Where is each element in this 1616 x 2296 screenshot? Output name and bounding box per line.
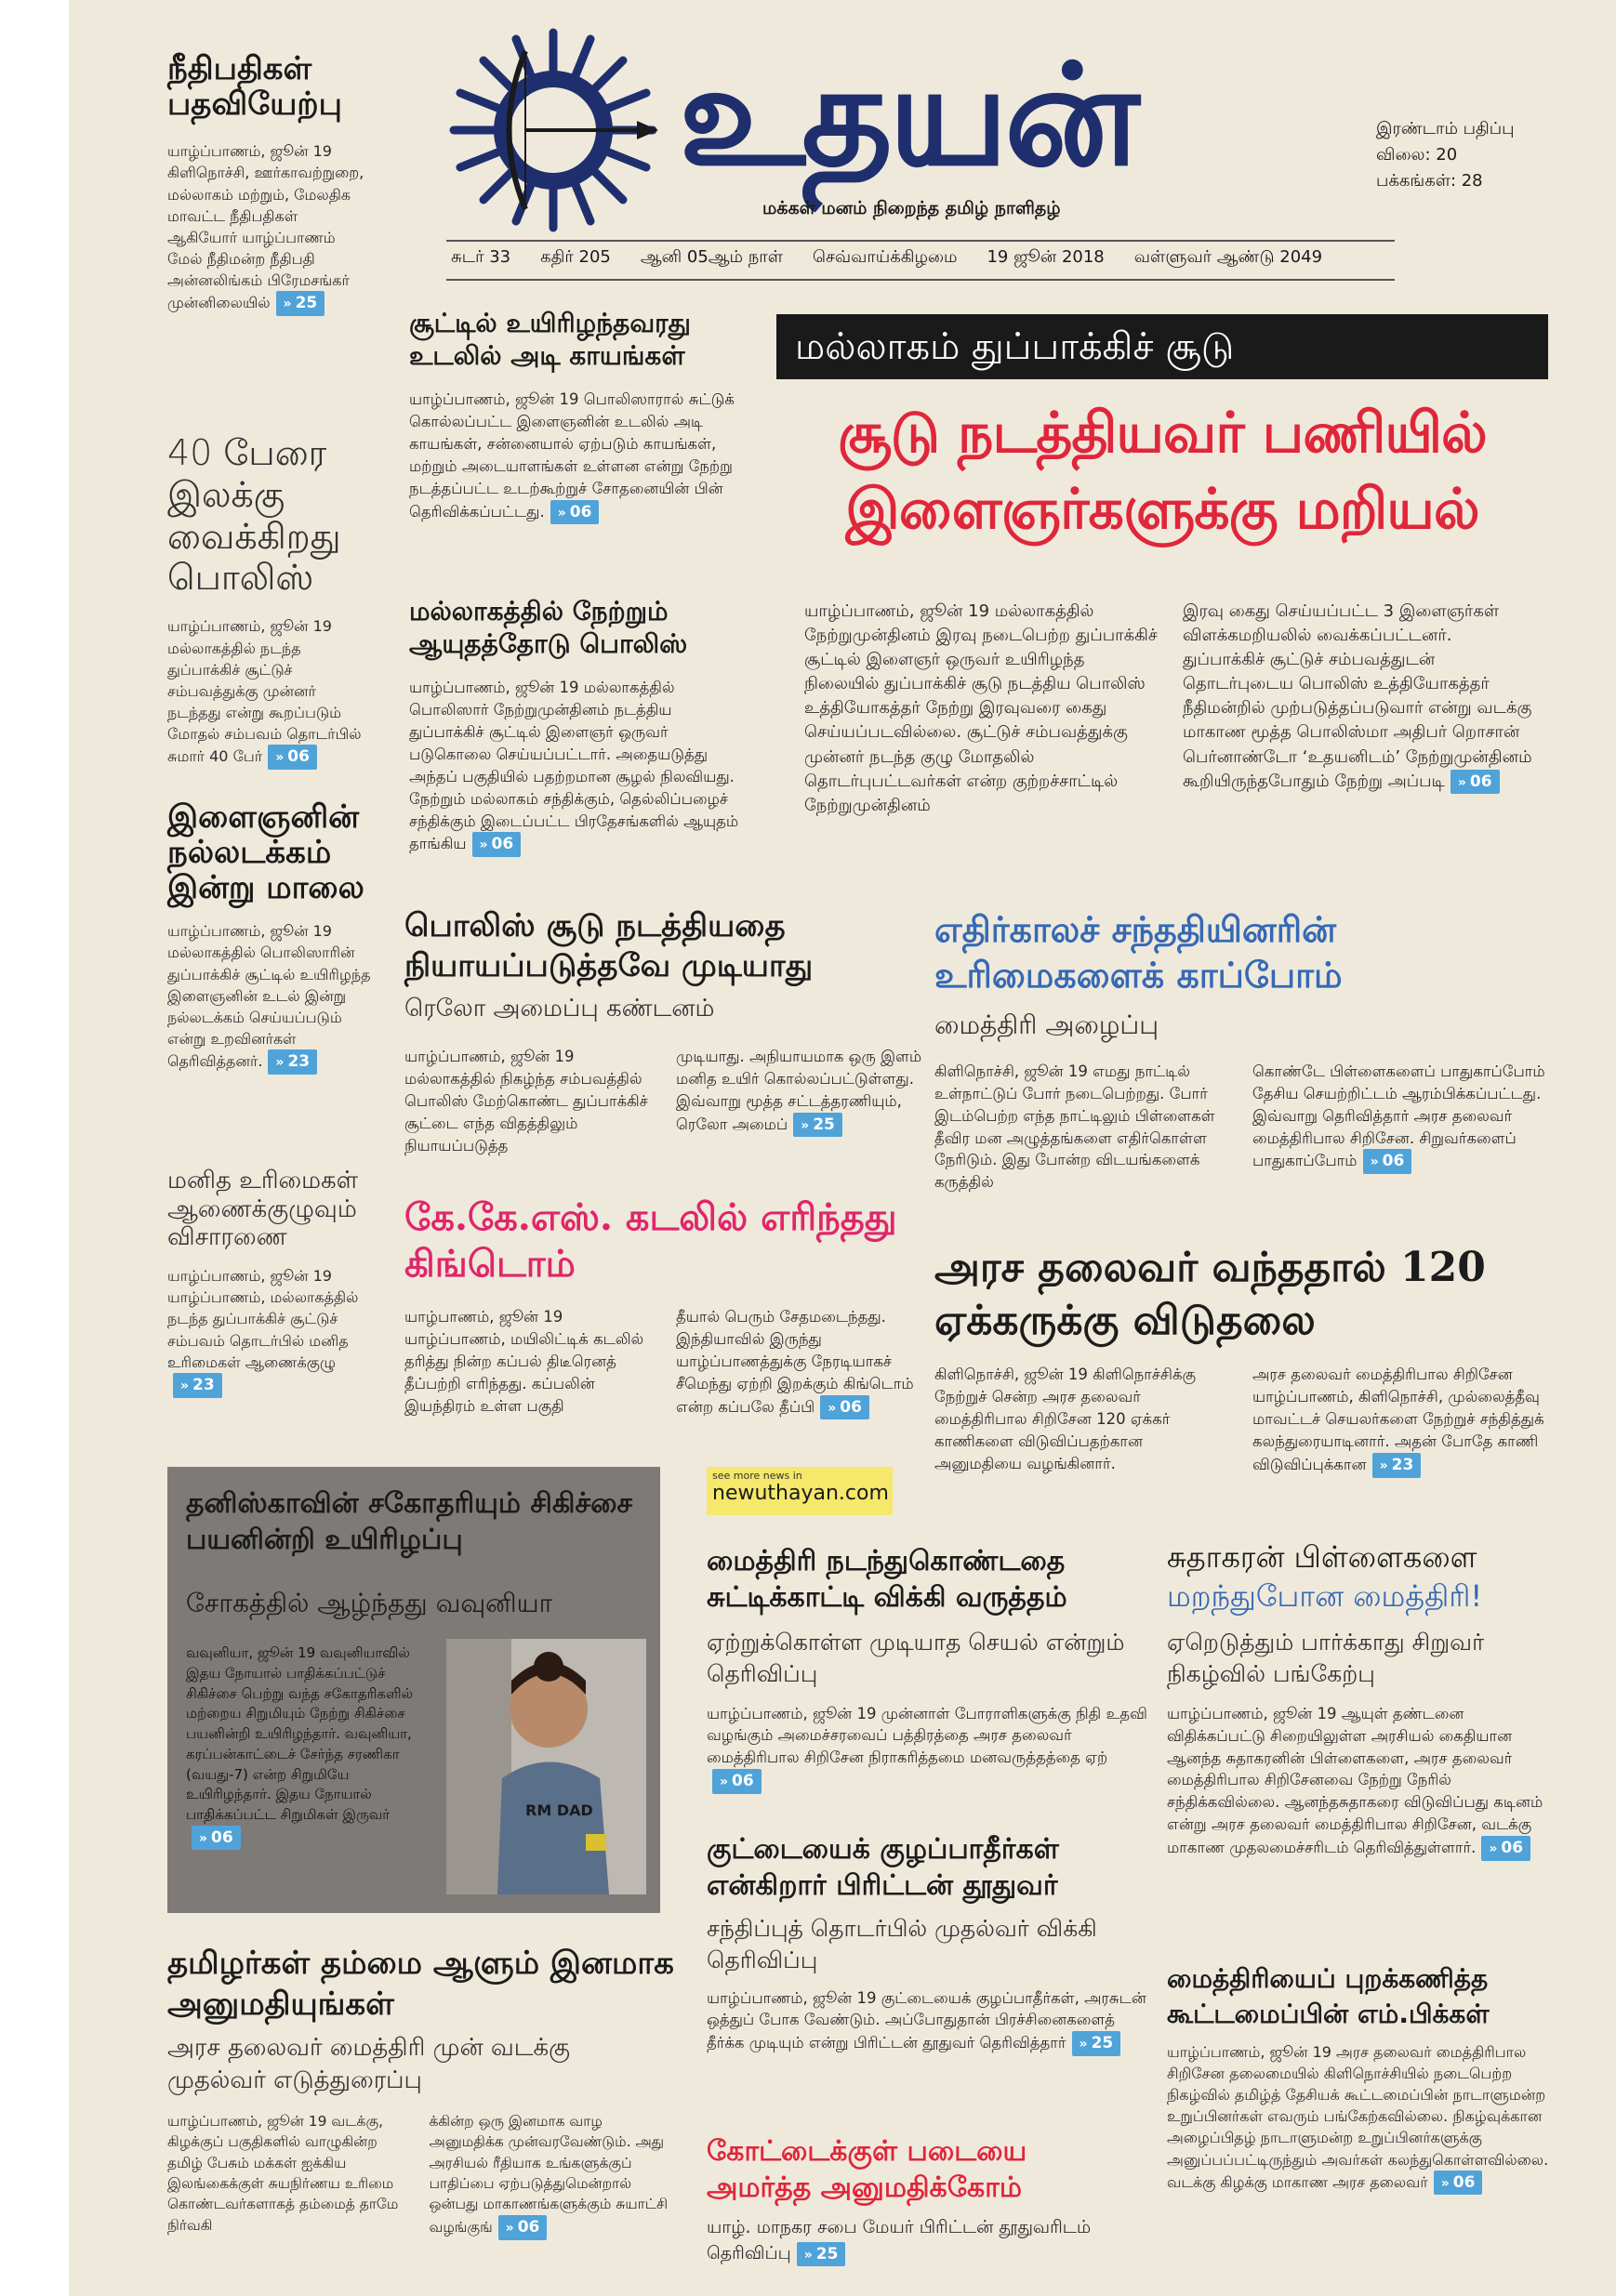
web-promo-url[interactable]: newuthayan.com [712,1482,889,1505]
child-photo-image [446,1639,646,1894]
headline: கே.கே.எஸ். கடலில் எரிந்தது கிங்டொம் [404,1195,897,1286]
subheadline: அரச தலைவர் மைத்திரி முன் வடக்கு முதல்வர் எடுத்துரைப்பு [167,2034,571,2095]
story-col-1: கிளிநொச்சி, ஜூன் 19 எமது நாட்டில் உள்நாட்டுப் போர் நடைபெற்றது. போர் இடம்பெற்ற எந்த நாட்டிலும் பிள்ளைகள் தீவிர மன அழுத்தங்களை எதிர்கொள்ள நேரிடும். இது போன்ற விடயங்களைக் கருத்தில் [934,1062,1215,1192]
date-line [451,247,1399,269]
lead-body [804,600,1539,818]
headline: மைத்திரி நடந்துகொண்டதை சுட்டிக்காட்டி விக்கி வருத்தம் [707,1545,1067,1614]
story-ship-fire [404,1194,925,1419]
subheadline: சந்திப்புத் தொடர்பில் முதல்வர் விக்கி தெரிவிப்பு [707,1915,1097,1973]
price-label: விலை: 20 [1376,144,1458,165]
continue-arrow-icon[interactable]: » 06 [268,745,317,770]
sidebar-story-4 [167,1167,372,1398]
lead-headline-line2: இளைஞர்களுக்கு மறியல் [845,477,1479,542]
masthead-title-block [679,35,1274,200]
headline [1167,1538,1557,1616]
subheadline: ஏற்றுக்கொள்ள முடியாத செயல் என்றும் தெரிவிப்பு [707,1629,1125,1687]
sidebar-story-2 [167,432,372,770]
story-police-armed [409,595,744,857]
continue-arrow-icon[interactable]: » 06 [1434,2171,1483,2196]
story-text: யாழ்ப்பாணம், ஜூன் 19 ஆயுள் தண்டனை விதிக்கப்பட்டு சிறையிலுள்ள அரசியல் கைதியான ஆனந்த சுதாகரனின் பிள்ளைகளை, அரச தலைவர் மைத்திரிபால சிறிசேனவை நேற்று நேரில் சந்திக்கவில்லை. ஆனந்தசுதாகரை விடுவிப்பது கடினம் என்று அரச தலைவர் மைத்திரிபால சிறிசேன, வடக்கு மாகாண முதலமைச்சரிடம் தெரிவித்துள்ளார். » 06 [1167,1703,1557,1861]
story-col-2: க்கின்ற ஒரு இனமாக வாழ அனுமதிக்க முன்வரவேண்டும். அது அரசியல் ரீதியாக உங்களுக்குப் பாதிப்பை ஏற்படுத்துமென்றால் ஒன்பது மாகாணங்களுக்கும் சுயாட்சி வழங்குங் » 06 [430,2111,675,2240]
subheadline: மைத்திரி அழைப்பு [934,1009,1159,1040]
continue-arrow-icon[interactable]: » 06 [1363,1149,1412,1174]
story-text: யாழ்ப்பாணம், ஜூன் 19 மல்லாகத்தில் பொலிஸார் நேற்றுமுன்தினம் நடத்திய துப்பாக்கிச் சூட்டில் இளைஞர் ஒருவர் படுகொலை செய்யப்பட்டார். அதையடுத்து அந்தப் பகுதியில் பதற்றமான சூழல் நிலவியது. நேற்றும் மல்லாகம் சந்திக்கும், தெல்லிப்பழைச் சந்திக்கும் இடைப்பட்ட பிரதேசங்களில் ஆயுதம் தாங்கிய » 06 [409,677,744,857]
story-tamils-rule [167,1943,674,2240]
story-col-1: யாழ்ப்பாணம், ஜூன் 19 வடக்கு, கிழக்குப் பகுதிகளில் வாழுகின்ற தமிழ் பேசும் மக்கள் ஐக்கிய இலங்கைக்குள் சுயநிர்ணய உரிமை கொண்டவர்களாகத் தம்மைத் தாமே நிர்வகி [167,2112,399,2234]
date-item-date: 19 ஜூன் 2018 [987,247,1105,267]
continue-arrow-icon[interactable]: » 25 [1072,2031,1121,2056]
lead-col-2: இரவு கைது செய்யப்பட்ட 3 இளைஞர்கள் விளக்கமறியலில் வைக்கப்பட்டனர். துப்பாக்கிச் சூட்டுச் சம்பவத்துடன் தொடர்புடைய பொலிஸ் உத்தியோகத்தர் நீதிமன்றில் முற்படுத்தப்படுவார் என்று வடக்கு மாகாண மூத்த பொலிஸ்மா அதிபர் றொசான் பெர்னாண்டோ ‘உதயனிடம்’ நேற்றுமுன்தினம் கூறியிருந்தபோதும் நேற்று அப்படி » 06 [1183,600,1539,818]
story-text: யாழ். மாநகர சபை மேயர் பிரிட்டன் தூதுவரிடம் தெரிவிப்பு » 25 [707,2215,1153,2266]
headline: தனிஸ்காவின் சகோதரியும் சிகிச்சை பயனின்றி உயிரிழப்பு [186,1487,633,1556]
sidebar-body: யாழ்ப்பாணம், ஜூன் 19 யாழ்ப்பாணம், மல்லாகத்தில் நடந்த துப்பாக்கிச் சூட்டுச் சம்பவம் தொடர்பில் மனித உரிமைகள் ஆணைக்குழு» 23 [167,1265,372,1398]
continue-arrow-icon[interactable]: » 06 [1450,770,1500,795]
date-item-sudar: சுடர் 33 [451,247,511,267]
story-text: வவுனியா, ஜூன் 19 வவுனியாவில் இதய நோயால் பாதிக்கப்பட்டுச் சிகிச்சை பெற்று வந்த சகோதரிகளில் மற்றைய சிறுமியும் நேற்று சிகிச்சை பயனின்றி உயிரிழந்தார். வவுனியா, கரப்பன்காட்டைச் சேர்ந்த சரணிகா (வயது-7) என்ற சிறுமியே உயிரிழந்தார். இதய நோயால் பாதிக்கப்பட்ட சிறுமிகள் இருவர்» 06 [186,1643,437,1850]
continue-arrow-icon[interactable]: » 06 [550,500,600,525]
sidebar-body: யாழ்ப்பாணம், ஜூன் 19 மல்லாகத்தில் பொலிஸாரின் துப்பாக்கிச் சூட்டில் உயிரிழந்த இளைஞனின் உடல் இன்று நல்லடக்கம் செய்யப்படும் என்று உறவினர்கள் தெரிவித்தனர். » 23 [167,920,372,1075]
photo-shirt-text: RM DAD [525,1801,593,1819]
story-col-2: முடியாது. அநியாயமாக ஒரு இளம் மனித உயிர் கொல்லப்பட்டுள்ளது. இவ்வாறு மூத்த சட்டத்தரணியும், ரெலோ அமைப் » 25 [676,1046,925,1157]
lead-headline-line1: சூடு நடத்தியவர் பணியில் [838,401,1487,466]
story-tna-boycott [1167,1961,1557,2195]
continue-arrow-icon[interactable]: » 25 [797,2242,846,2267]
edition-label: இரண்டாம் பதிப்பு [1376,119,1515,139]
headline: அரச தலைவர் வந்ததால் 120 ஏக்கருக்கு விடுதலை [934,1244,1486,1345]
date-item-day: செவ்வாய்க்கிழமை [812,247,958,267]
story-fort-troops [707,2133,1153,2266]
pages-label: பக்கங்கள்: 28 [1376,170,1483,191]
sidebar-body: யாழ்ப்பாணம், ஜூன் 19 மல்லாகத்தில் நடந்த துப்பாக்கிச் சூட்டுச் சம்பவத்துக்கு முன்னர் நடந்தது என்று கூறப்படும் மோதல் சம்பவம் தொடர்பில் சுமார் 40 பேர் » 06 [167,615,372,770]
headline-line1: கோட்டைக்குள் படையை [707,2135,1027,2168]
story-text: யாழ்ப்பாணம், ஜூன் 19 குட்டையைக் குழப்பாதீர்கள், அரசுடன் ஒத்துப் போக வேண்டும். அப்போதுதான் பிரச்சினைகளைத் தீர்க்க முடியும் என்று பிரிட்டன் தூதுவர் தெரிவித்தார் » 25 [707,1987,1153,2056]
subheadline: சோகத்தில் ஆழ்ந்தது வவுனியா [186,1588,553,1618]
story-col-2: தீயால் பெரும் சேதமடைந்தது. இந்தியாவில் இருந்து யாழ்ப்பாணத்துக்கு நேரடியாகச் சீமெந்து ஏற்றி இறக்கும் கிங்டொம் என்ற கப்பலே தீப்பி » 06 [676,1306,925,1419]
story-col-1: கிளிநொச்சி, ஜூன் 19 கிளிநொச்சிக்கு நேற்றுச் சென்ற அரச தலைவர் மைத்திரிபால சிறிசேன 120 ஏக்கர் காணிகளை விடுவிப்பதற்கான அனுமதியை வழங்கினார். [934,1366,1197,1473]
child-photo [446,1639,646,1894]
date-item-kathir: கதிர் 205 [540,247,611,267]
web-promo-label: see more news in [712,1470,802,1482]
sidebar-body: யாழ்ப்பாணம், ஜூன் 19 கிளிநொச்சி, ஊர்காவற்றுறை, மல்லாகம் மற்றும், மேலதிக மாவட்ட நீதிபதிகள் ஆகியோர் யாழ்ப்பாணம் மேல் நீதிமன்ற நீதிபதி அன்னலிங்கம் பிரேமசங்கர் முன்னிலையில் » 25 [167,140,372,316]
headline: பொலிஸ் சூடு நடத்தியதை நியாயப்படுத்தவே முடியாது [404,907,814,984]
photo-story-box [167,1467,660,1913]
story-british-envoy [707,1831,1153,2056]
sidebar-story-1 [167,51,372,316]
headline-line2: அமர்த்த அனுமதிக்கோம் [707,2171,1023,2204]
masthead-tagline: மக்கள் மனம் நிறைந்த தமிழ் நாளிதழ் [762,198,1061,218]
story-text: யாழ்ப்பாணம், ஜூன் 19 பொலிஸாரால் சுட்டுக் கொல்லப்பட்ட இளைஞனின் உடலில் அடி காயங்கள், சன்னையால் ஏற்படும் காயங்கள், மற்றும் அடையாளங்கள் உள்ளன என்று நேற்று நடத்தப்பட்ட உடற்கூற்றுச் சோதனையின் பின் தெரிவிக்கப்பட்டது. » 06 [409,389,744,524]
story-col-2: அரச தலைவர் மைத்திரிபால சிறிசேன யாழ்ப்பாணம், கிளிநொச்சி, முல்லைத்தீவு மாவட்டச் செயலர்களை நேற்றுச் சந்தித்துக் கலந்துரையாடினார். அதன் போதே காணி விடுவிப்புக்கான » 23 [1252,1364,1548,1477]
masthead-title: உதயன் [679,35,1136,197]
headline-part: எதிர்காலச் சந்ததியினரின் உரிமைகளைக் காப்போம் [934,908,1343,996]
sidebar-headline: இளைஞனின் நல்லடக்கம் இன்று மாலை [167,798,364,907]
story-col-1: யாழ்ப்பாணம், ஜூன் 19 மல்லாகத்தில் நிகழ்ந்த சம்பவத்தில் பொலிஸ் மேற்கொண்ட துப்பாக்கிச் சூட்டை எந்த விதத்திலும் நியாயப்படுத்த [404,1048,648,1155]
story-col-2: கொண்டே பிள்ளைகளைப் பாதுகாப்போம் தேசிய செயற்றிட்டம் ஆரம்பிக்கப்பட்டது. இவ்வாறு தெரிவித்தார் அரச தலைவர் மைத்திரிபால சிறிசேன. சிறுவர்களைப் பாதுகாப்போம் » 06 [1252,1061,1548,1194]
sidebar-story-3 [167,799,372,1075]
subheadline: ரெலோ அமைப்பு கண்டனம் [404,995,715,1023]
continue-arrow-icon[interactable]: » 25 [793,1113,842,1138]
headline: குட்டையைக் குழப்பாதீர்கள் என்கிறார் பிரிட்டன் தூதுவர் [707,1833,1059,1902]
sidebar-headline: நீதிபதிகள் பதவியேற்பு [167,50,342,124]
continue-arrow-icon[interactable]: » 23 [268,1049,317,1075]
headline-line2: மறந்துபோன மைத்திரி! [1167,1577,1483,1614]
headline-line1: சுதாகரன் பிள்ளைகளை [1167,1539,1477,1575]
subheadline: ஏறெடுத்தும் பார்க்காது சிறுவர் நிகழ்வில் பங்கேற்பு [1167,1629,1485,1687]
headline: சூட்டில் உயிரிழந்தவரது உடலில் அடி காயங்கள் [409,308,691,371]
headline [707,2133,1153,2206]
continue-arrow-icon[interactable]: » 06 [1481,1836,1530,1861]
sidebar-headline: 40 பேரை இலக்கு வைக்கிறது பொலிஸ் [167,432,341,599]
story-text: யாழ்ப்பாணம், ஜூன் 19 முன்னாள் போராளிகளுக்கு நிதி உதவி வழங்கும் அமைச்சரவைப் பத்திரத்தை அரச தலைவர் மைத்திரிபால சிறிசேன நிராகரித்தமை மனவருத்தத்தை ஏற்» 06 [707,1703,1153,1794]
web-promo[interactable] [707,1467,893,1515]
continue-arrow-icon[interactable]: » 06 [472,832,522,857]
continue-arrow-icon[interactable]: » 23 [1372,1453,1422,1478]
continue-arrow-icon[interactable]: » 06 [712,1769,762,1794]
story-telo-condemns [404,906,925,1157]
date-rule-bottom [446,279,1395,281]
story-body-injuries [409,307,744,524]
date-rule-top [446,240,1395,242]
lead-col-1: யாழ்ப்பாணம், ஜூன் 19 மல்லாகத்தில் நேற்றுமுன்தினம் இரவு நடைபெற்ற துப்பாக்கிச் சூட்டில் இளைஞர் ஒருவர் உயிரிழந்த நிலையில் துப்பாக்கிச் சூடு நடத்திய பொலிஸ் உத்தியோகத்தர் நேற்று இரவுவரை கைது செய்யப்படவில்லை. சூட்டுச் சம்பவத்துக்கு முன்னர் நடந்த குழு மோதலில் தொடர்புபட்டவர்கள் என்ற குற்றச்சாட்டில் நேற்றுமுன்தினம் [804,601,1158,815]
story-sudhakaran-children [1167,1538,1557,1861]
lead-kicker: மல்லாகம் துப்பாக்கிச் சூடு [776,314,1548,379]
story-protect-rights [934,906,1548,1194]
continue-arrow-icon[interactable]: » 25 [276,291,325,316]
sidebar-headline: மனித உரிமைகள் ஆணைக்குழுவும் விசாரணை [167,1167,359,1252]
headline: மைத்திரியைப் புறக்கணித்த கூட்டமைப்பின் எம்.பிக்கள் [1167,1963,1490,2029]
date-item-aani: ஆனி 05ஆம் நாள் [640,247,783,267]
story-land-release [934,1241,1548,1478]
story-vicky-regret [707,1543,1153,1794]
continue-arrow-icon[interactable]: » 06 [498,2215,548,2240]
date-item-valluvar: வள்ளுவர் ஆண்டு 2049 [1133,247,1323,267]
edition-info [1376,116,1515,194]
headline [934,906,1548,998]
continue-arrow-icon[interactable]: » 06 [820,1395,869,1420]
continue-arrow-icon[interactable]: » 06 [192,1826,241,1851]
story-text: யாழ்ப்பாணம், ஜூன் 19 அரச தலைவர் மைத்திரிபால சிறிசேன தலைமையில் கிளிநொச்சியில் நடைபெற்ற நிகழ்வில் தமிழ்த் தேசியக் கூட்டமைப்பின் நாடாளுமன்ற உறுப்பினர்கள் எவரும் பங்கேற்கவில்லை. நிகழ்வுக்கான அழைப்பிதழ் நாடாளுமன்ற உறுப்பினர்களுக்கு அனுப்பப்பட்டிருந்தும் அவர்கள் கலந்துகொள்ளவில்லை. வடக்கு கிழக்கு மாகாண அரச தலைவர் » 06 [1167,2041,1557,2196]
continue-arrow-icon[interactable]: » 23 [173,1373,222,1398]
headline: மல்லாகத்தில் நேற்றும் ஆயுதத்தோடு பொலிஸ் [409,596,688,659]
headline: தமிழர்கள் தம்மை ஆளும் இனமாக அனுமதியுங்கள் [167,1945,674,2024]
lead-headline [776,395,1548,548]
story-col-1: யாழ்பாணம், ஜூன் 19 யாழ்ப்பாணம், மயிலிட்டிக் கடலில் தரித்து நின்ற கப்பல் திடீரெனத் தீப்பற்றி எரிந்தது. கப்பலின் இயந்திரம் உள்ள பகுதி [404,1308,644,1415]
sun-bow-logo [437,14,669,242]
